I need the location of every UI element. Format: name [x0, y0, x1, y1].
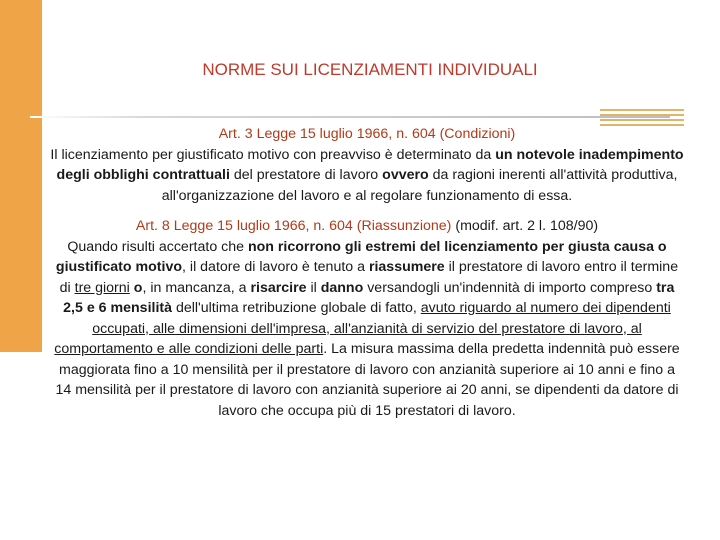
art8-underline-1: tre giorni — [74, 279, 130, 296]
art3-reference: Art. 3 Legge 15 luglio 1966, n. 604 — [218, 126, 436, 142]
art3-paragraph — [50, 124, 684, 206]
slide-title: NORME SUI LICENZIAMENTI INDIVIDUALI — [202, 60, 538, 79]
art8-text-3: il prestatore di lavoro entro il termine di — [59, 259, 679, 296]
art8-text-2: , il datore di lavoro è tenuto a — [182, 259, 369, 275]
art3-bold-2: ovvero — [382, 167, 429, 183]
art8-underline-2: avuto riguardo al numero dei dipendenti occupati, alle dimensioni dell'impresa, all'anzianità di servizio del prestatore di lavoro, al comportamento e alle condizioni delle parti — [54, 300, 671, 357]
art8-bold-1: non ricorrono gli estremi del licenziamento per giusta causa o giustificato motivo — [55, 238, 667, 275]
title-divider — [30, 116, 670, 118]
slide-body — [50, 124, 684, 431]
art8-text-7: versandogli un'indennità di importo compreso — [363, 279, 657, 296]
art8-bold-5: danno — [320, 279, 364, 296]
accent-side-bar — [0, 0, 42, 352]
art3-text-3: da ragioni inerenti all'attività produttiva, all'organizzazione del lavoro e al regolare funzionamento di essa. — [161, 167, 678, 204]
art8-text-9: . La misura massima della predetta indennità può essere maggiorata fino a 10 mensilità per il prestatore di lavoro con anzianità superiore ai 10 anni e fino a 14 mensilità per il prestatore di lavoro con anzianità superiore ai 20 anni, se dipendenti da datore di lavoro che occupa più di 15 prestatori di lavoro. — [55, 341, 680, 419]
art3-bold-1: un notevole inadempimento degli obblighi contrattuali — [56, 146, 684, 183]
art8-bold-4: risarcire — [250, 279, 307, 296]
art8-reference-extra: (modif. art. 2 l. 108/90) — [451, 218, 599, 234]
art8-text-1: Quando risulti accertato che — [67, 238, 248, 255]
art8-text-6: il — [306, 279, 321, 296]
art8-text-5: , in mancanza, a — [142, 279, 251, 296]
art8-paragraph — [50, 216, 684, 421]
art3-reference-note: (Condizioni) — [435, 126, 516, 142]
art8-bold-6: tra 2,5 e 6 mensilità — [63, 279, 675, 316]
art8-bold-3: o — [133, 279, 143, 296]
art3-text-2: del prestatore di lavoro — [229, 167, 383, 183]
art3-text-1: Il licenziamento per giustificato motivo con preavviso è determinato da — [50, 146, 496, 163]
art8-reference-note: (Riassunzione) — [352, 218, 452, 234]
art8-bold-2: riassumere — [368, 259, 445, 275]
art8-reference: Art. 8 Legge 15 luglio 1966, n. 604 — [135, 218, 353, 234]
art8-text-8: dell'ultima retribuzione globale di fatto, — [172, 300, 421, 316]
